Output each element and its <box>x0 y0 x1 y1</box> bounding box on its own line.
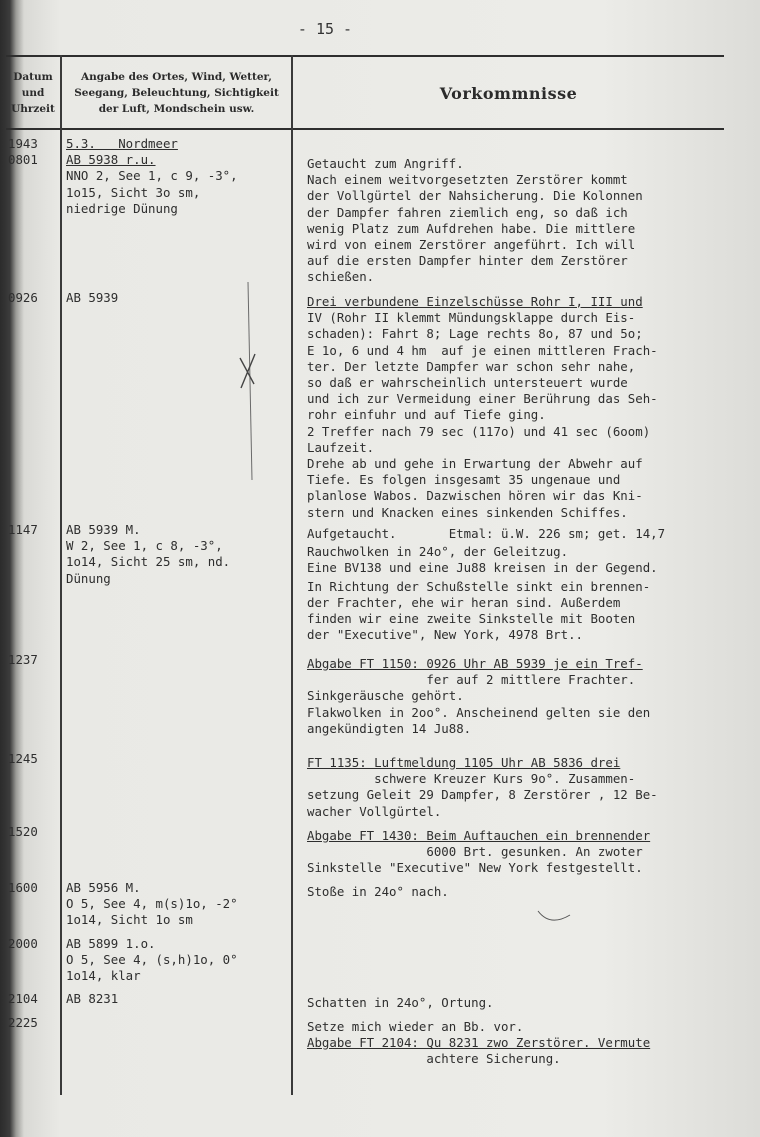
page-number: - 15 - <box>297 20 353 38</box>
entry-location <box>66 522 291 587</box>
location-line: Dünung <box>66 570 111 586</box>
text-line: planlose Wabos. Dazwischen hören wir das Kni- <box>307 488 643 504</box>
text-line: Flakwolken in 2oo°. Anscheinend gelten sie den <box>307 704 651 720</box>
entry-text <box>307 294 752 521</box>
text-line: schwere Kreuzer Kurs 9o°. Zusammen- <box>307 771 636 787</box>
text-line: Nach einem weitvorgesetzten Zerstörer kommt <box>307 172 628 188</box>
entry-text <box>307 995 752 1011</box>
text-line: schaden): Fahrt 8; Lage rechts 8o, 87 und 5o; <box>307 326 643 342</box>
pencil-cross-mark <box>232 280 272 490</box>
text-line: stern und Knacken eines sinkenden Schiffes. <box>307 504 628 520</box>
entry-text <box>307 828 752 877</box>
entry-time: 1147 <box>8 522 38 537</box>
header-top-rule <box>6 55 724 57</box>
text-line: angekündigten 14 Ju88. <box>307 720 472 736</box>
text-line: finden wir eine zweite Sinkstelle mit Booten <box>307 611 636 627</box>
location-line: AB 5956 M. <box>66 880 141 895</box>
text-line: der Frachter, ehe wir heran sind. Außerdem <box>307 594 621 610</box>
header-location-line2: Seegang, Beleuchtung, Sichtigkeit <box>74 87 279 99</box>
entry-text <box>307 755 752 820</box>
text-line: setzung Geleit 29 Dampfer, 8 Zerstörer , 12 Be- <box>307 787 658 803</box>
entry-text <box>307 884 752 900</box>
text-line: Sinkgeräusche gehört. <box>307 688 464 704</box>
entry-location <box>66 936 291 985</box>
location-line: 1o14, klar <box>66 968 141 984</box>
text-line: rohr einfuhr und auf Tiefe ging. <box>307 407 546 423</box>
text-line: Tiefe. Es folgen insgesamt 35 ungenaue und <box>307 472 621 488</box>
text-line: schießen. <box>307 269 375 285</box>
column-divider-2 <box>291 55 293 1095</box>
text-line: Schatten in 24o°, Ortung. <box>307 995 494 1010</box>
header-location-line1: Angabe des Ortes, Wind, Wetter, <box>81 71 272 83</box>
text-line: Getaucht zum Angriff. <box>307 156 464 171</box>
text-line: Drei verbundene Einzelschüsse Rohr I, III und <box>307 294 643 309</box>
header-date-line3: Uhrzeit <box>11 103 55 115</box>
text-line: Eine BV138 und eine Ju88 kreisen in der Gegend. <box>307 560 658 576</box>
entry-location <box>66 991 291 1007</box>
location-line: 1o14, Sicht 25 sm, nd. <box>66 554 231 570</box>
location-line: W 2, See 1, c 8, -3°, <box>66 538 223 554</box>
location-line: AB 5938 r.u. <box>66 152 156 168</box>
location-line: AB 8231 <box>66 991 119 1006</box>
entry-time: 2104 <box>8 991 38 1006</box>
text-line: Laufzeit. <box>307 439 375 455</box>
location-line: O 5, See 4, (s,h)1o, 0° <box>66 952 238 968</box>
header-events-label: Vorkommnisse <box>439 83 578 103</box>
text-line: wird von einem Zerstörer angeführt. Ich will <box>307 237 636 253</box>
text-line: Aufgetaucht. Etmal: ü.W. 226 sm; get. 14,7 <box>307 526 666 541</box>
header-location-line3: der Luft, Mondschein usw. <box>98 103 255 115</box>
entry-time: 2000 <box>8 936 38 951</box>
entry-time: 1237 <box>8 652 38 667</box>
text-line: 6000 Brt. gesunken. An zwoter <box>307 844 643 860</box>
text-line: E 1o, 6 und 4 hm auf je einen mittleren Frach- <box>307 342 658 358</box>
entry-text <box>307 156 752 286</box>
location-line: O 5, See 4, m(s)1o, -2° <box>66 896 238 912</box>
entry-time: 0926 <box>8 290 38 305</box>
location-line: niedrige Dünung <box>66 200 178 216</box>
header-events <box>293 58 724 128</box>
text-line: wacher Vollgürtel. <box>307 803 442 819</box>
text-line: 2 Treffer nach 79 sec (117o) und 41 sec (6oom) <box>307 423 651 439</box>
location-line: 1o14, Sicht 1o sm <box>66 912 193 928</box>
text-line: Sinkstelle "Executive" New York festgestellt. <box>307 860 643 876</box>
year-label: 1943 <box>8 136 38 151</box>
text-line: so daß er wahrscheinlich untersteuert wurde <box>307 375 628 391</box>
entry-time: 2225 <box>8 1015 38 1030</box>
text-line: Setze mich wieder an Bb. vor. <box>307 1019 524 1034</box>
text-line: IV (Rohr II klemmt Mündungsklappe durch Eis- <box>307 310 636 326</box>
text-line: In Richtung der Schußstelle sinkt ein brennen- <box>307 578 651 594</box>
column-divider-1 <box>60 55 62 1095</box>
header-bottom-rule <box>6 128 724 130</box>
location-line: AB 5939 <box>66 290 119 305</box>
text-line: auf die ersten Dampfer hinter dem Zerstörer <box>307 253 628 269</box>
entry-location <box>66 136 291 217</box>
text-line: Stoße in 24o° nach. <box>307 884 449 899</box>
text-line: FT 1135: Luftmeldung 1105 Uhr AB 5836 drei <box>307 755 621 770</box>
pencil-arc-mark <box>536 905 576 930</box>
header-date-time <box>6 58 60 128</box>
location-line: NNO 2, See 1, c 9, -3°, <box>66 168 238 184</box>
location-line: AB 5939 M. <box>66 522 141 537</box>
text-line: Abgabe FT 1150: 0926 Uhr AB 5939 je ein Tref- <box>307 656 643 671</box>
text-line: fer auf 2 mittlere Frachter. <box>307 672 636 688</box>
entry-text <box>307 1019 752 1068</box>
location-line: 5.3. Nordmeer <box>66 136 178 151</box>
entry-text <box>307 656 752 737</box>
text-line: Abgabe FT 1430: Beim Auftauchen ein brennender <box>307 828 651 843</box>
text-line: der Dampfer fahren ziemlich eng, so daß ich <box>307 204 628 220</box>
text-line: Drehe ab und gehe in Erwartung der Abwehr auf <box>307 456 643 472</box>
text-line: der "Executive", New York, 4978 Brt.. <box>307 627 584 643</box>
entry-location <box>66 880 291 929</box>
entry-time: 1245 <box>8 751 38 766</box>
text-line: Rauchwolken in 24o°, der Geleitzug. <box>307 544 569 560</box>
entry-time: 1520 <box>8 824 38 839</box>
text-line: achtere Sicherung. <box>307 1051 561 1067</box>
location-line: 1o15, Sicht 3o sm, <box>66 184 201 200</box>
location-line: AB 5899 1.o. <box>66 936 156 951</box>
entry-text <box>307 526 752 643</box>
text-line: ter. Der letzte Dampfer war schon sehr nahe, <box>307 358 636 374</box>
text-line: wenig Platz zum Aufdrehen habe. Die mittlere <box>307 220 636 236</box>
entry-time: 1600 <box>8 880 38 895</box>
text-line: Abgabe FT 2104: Qu 8231 zwo Zerstörer. Vermute <box>307 1035 651 1051</box>
header-date-line1: Datum <box>13 71 53 83</box>
text-line: und ich zur Vermeidung einer Berührung das Seh- <box>307 391 658 407</box>
header-location-weather <box>62 58 291 128</box>
header-date-line2: und <box>21 87 45 99</box>
text-line: der Vollgürtel der Nahsicherung. Die Kolonnen <box>307 188 643 204</box>
entry-time: 0801 <box>8 152 38 167</box>
